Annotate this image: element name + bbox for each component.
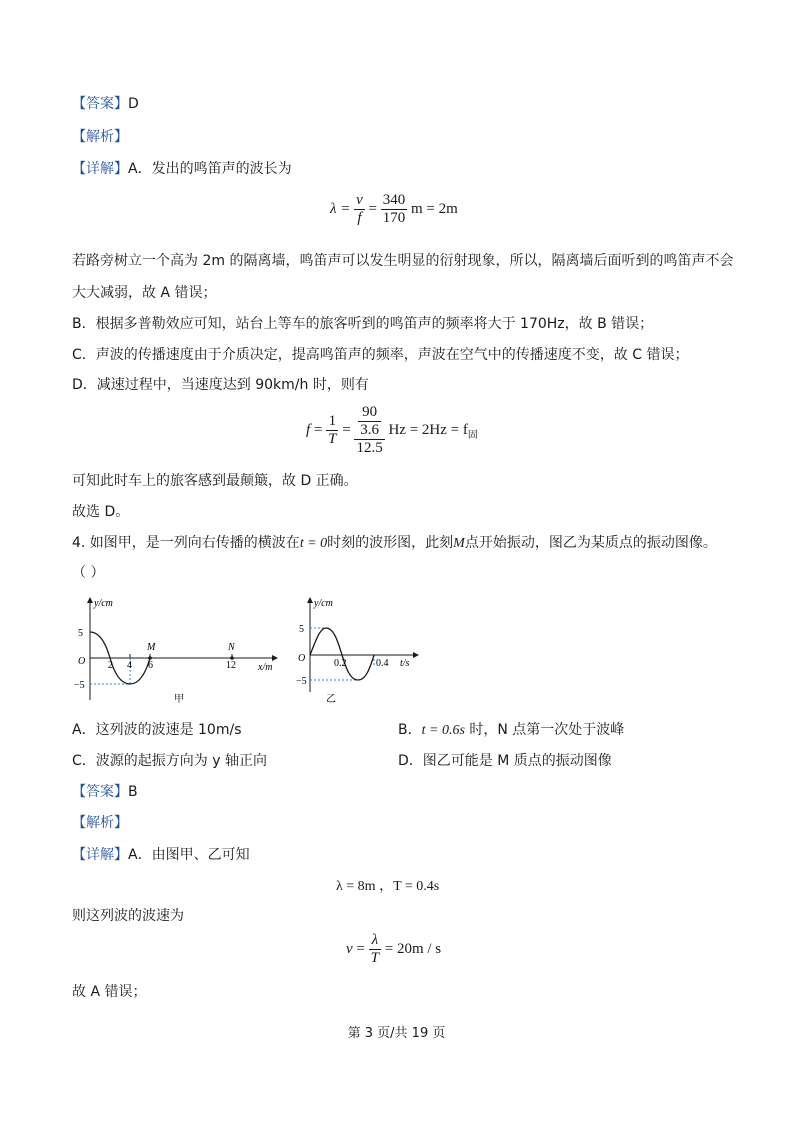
figure-yi-vibration-graph (296, 592, 422, 704)
eq1-den: 170 (382, 210, 406, 226)
option-b-explanation: B．根据多普勒效应可知，站台上等车的旅客听到的鸣笛声的频率将大于 170Hz，故 B 错误； (72, 316, 654, 332)
jia-origin: O (78, 656, 86, 667)
analysis2-tag: 【解析】 (72, 815, 128, 831)
eq4-frac (369, 932, 381, 967)
choose-line: 故选 D。 (72, 504, 130, 520)
page-footer: 第 3 页/共 19 页 (347, 1026, 446, 1041)
yi-waveform (310, 628, 374, 680)
q4-stem-t: t = 0 (299, 536, 328, 551)
eq2-equals2: = (342, 421, 351, 438)
eq2-T: T (328, 431, 337, 447)
eq2-mid: 3.6 (360, 422, 379, 438)
eq4-den: T (370, 950, 379, 966)
eq2-equals1: = (313, 421, 323, 438)
jia-tick-label-6: 6 (148, 660, 153, 671)
eq2-one: 1 (326, 413, 338, 431)
q4-stem-part3: 点开始振动，图乙为某质点的振动图像。 (464, 535, 717, 551)
figure-jia-wave-graph (72, 592, 282, 704)
detail2-tag: 【详解】 (72, 847, 128, 863)
q4-stem-part2: 时刻的波形图，此刻 (327, 535, 454, 551)
detail-tag: 【详解】 (72, 161, 128, 177)
yi-ylabel: y/cm (314, 598, 333, 609)
speed-intro-line: 则这列波的波速为 (72, 908, 184, 924)
q4-stem-part1: 4. 如图甲，是一列向右传播的横波在 (72, 535, 300, 551)
eq2-top: 90 (358, 404, 381, 422)
jia-tick-label-2: 2 (108, 660, 113, 671)
yi-xlabel: t/s (400, 658, 410, 669)
eq2-f: f (306, 421, 311, 438)
wavelength-period-equation: λ = 8m ，T = 0.4s (336, 879, 440, 894)
eq1-frac-num (381, 192, 408, 227)
answer-line (72, 94, 139, 114)
para1-line1: 若路旁树立一个高为 2m 的隔离墙，鸣笛声可以发生明显的衍射现象，所以，隔离墙后面听到的鸣笛声不会 (72, 253, 734, 269)
yi-tick-label-04: 0.4 (376, 658, 389, 669)
answer2-line (72, 782, 138, 802)
answer-value: D (128, 96, 139, 112)
jia-y-neg-label: −5 (74, 680, 85, 691)
eq2-compound-num (354, 404, 384, 440)
jia-tick-label-12: 12 (226, 660, 236, 671)
question4-stem (72, 533, 717, 554)
jia-xlabel: x/m (258, 662, 273, 673)
eq1-rhs: m = 2m (411, 200, 458, 217)
jia-ylabel: y/cm (94, 598, 113, 609)
eq2-sub: 固 (467, 429, 478, 441)
analysis-tag: 【解析】 (72, 129, 128, 145)
option-d-explanation: D．减速过程中，当速度达到 90km/h 时，则有 (72, 377, 369, 393)
wavelength-equation (330, 192, 458, 227)
answer-tag: 【答案】 (72, 96, 128, 112)
option-b-t: t = 0.6s (421, 723, 465, 738)
eq4-v: v (346, 940, 353, 957)
eq1-f: f (357, 210, 362, 226)
yi-tick-label-02: 0.2 (334, 658, 347, 669)
eq4-rhs: = 20m / s (384, 940, 442, 957)
yi-caption: 乙 (326, 694, 336, 704)
eq2-bot: 12.5 (356, 440, 383, 456)
eq2-compound-frac (354, 404, 384, 457)
eq1-equals: = (368, 200, 378, 217)
detail-a-text: A．发出的鸣笛声的波长为 (128, 161, 292, 177)
eq2-inner-frac (358, 404, 381, 439)
detail2-a-text: A．由图甲、乙可知 (128, 847, 250, 863)
jia-caption: 甲 (174, 694, 184, 704)
frequency-equation (306, 404, 478, 457)
option-c[interactable]: C．波源的起振方向为 y 轴正向 (72, 753, 267, 769)
yi-y-pos-label: 5 (299, 624, 304, 635)
answer2-tag: 【答案】 (72, 784, 128, 800)
jia-label-N: N (228, 642, 235, 653)
option-c-explanation: C．声波的传播速度由于介质决定，提高鸣笛声的频率，声波在空气中的传播速度不变，故 C 错误； (72, 347, 689, 363)
eq4-equals: = (356, 940, 365, 957)
speed-equation (346, 932, 441, 967)
eq4-num: λ (369, 932, 381, 950)
eq1-frac-vf (354, 192, 365, 227)
option-b-text: 时，N 点第一次处于波峰 (464, 722, 625, 738)
question4-paren: （ ） (72, 565, 105, 581)
detail-a-line (72, 159, 292, 179)
eq2-frac-1T (326, 413, 338, 448)
q4-stem-M: M (453, 536, 465, 551)
para1-line2: 大大减弱，故 A 错误； (72, 285, 217, 301)
detail2-a-line (72, 845, 250, 865)
conclusion-line: 可知此时车上的旅客感到最颠簸，故 D 正确。 (72, 473, 358, 489)
option-b[interactable] (398, 720, 624, 741)
a-conclusion-line: 故 A 错误； (72, 984, 147, 1000)
eq2-rhs: Hz = 2Hz = f (388, 421, 468, 438)
yi-origin: O (298, 653, 306, 664)
yi-y-neg-label: −5 (296, 676, 307, 687)
option-b-prefix: B． (398, 722, 422, 738)
answer2-value: B (128, 784, 138, 800)
option-a[interactable]: A．这列波的波速是 10m/s (72, 722, 242, 738)
eq1-v: v (356, 192, 363, 208)
eq1-lhs: λ = (330, 200, 351, 217)
jia-tick-label-4: 4 (127, 660, 132, 671)
jia-label-M: M (147, 642, 156, 653)
eq1-num: 340 (382, 192, 406, 208)
jia-y-pos-label: 5 (78, 628, 83, 639)
option-d[interactable]: D．图乙可能是 M 质点的振动图像 (398, 753, 612, 769)
